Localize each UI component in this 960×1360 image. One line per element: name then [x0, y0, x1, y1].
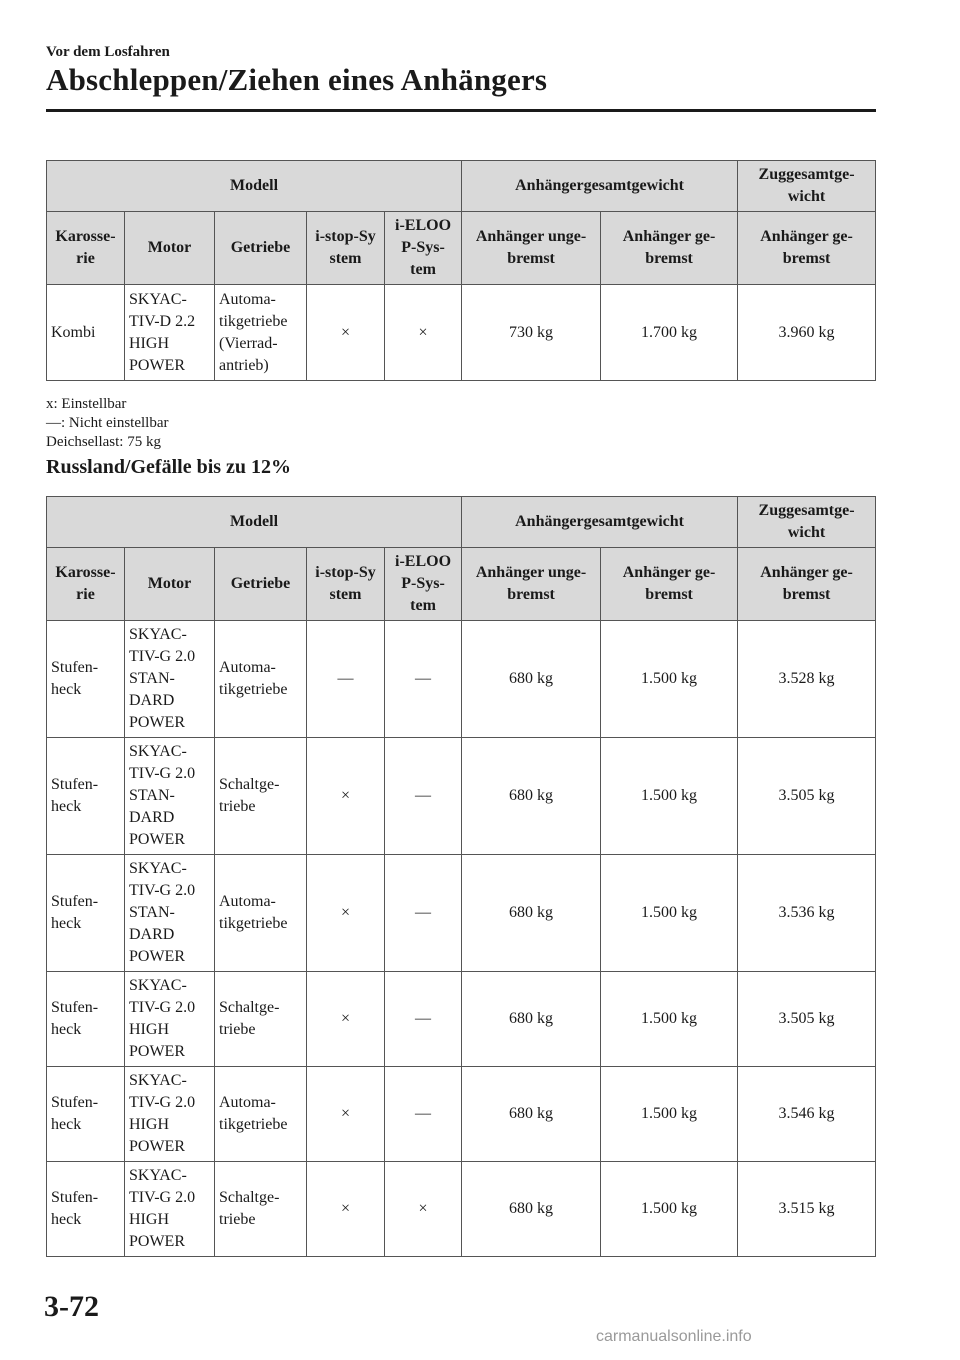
cell-zug: 3.505 kg: [738, 972, 876, 1067]
cell-zug: 3.515 kg: [738, 1162, 876, 1257]
cell-motor: SKYAC- TIV-G 2.0 HIGH POWER: [125, 1067, 215, 1162]
section-label: Vor dem Losfahren: [46, 44, 170, 60]
table-row: [47, 1162, 876, 1257]
note-deichsellast: Deichsellast: 75 kg: [46, 434, 161, 450]
cell-getriebe: Automa- tikgetriebe: [215, 1067, 307, 1162]
header-karosserie: Karosse- rie: [47, 548, 125, 621]
cell-zug: 3.960 kg: [738, 285, 876, 381]
header-karosserie: Karosse- rie: [47, 212, 125, 285]
cell-ungebremst: 680 kg: [462, 855, 601, 972]
sub-heading: Russland/Gefälle bis zu 12%: [46, 456, 292, 478]
cell-motor: SKYAC- TIV-G 2.0 STAN- DARD POWER: [125, 621, 215, 738]
cell-motor: SKYAC- TIV-G 2.0 HIGH POWER: [125, 972, 215, 1067]
header-zuggesamtgewicht: Zuggesamtge- wicht: [738, 161, 876, 212]
table-row: [47, 972, 876, 1067]
cell-getriebe: Automa- tikgetriebe: [215, 621, 307, 738]
header-modell: Modell: [47, 497, 462, 548]
cell-getriebe: Automa- tikgetriebe: [215, 855, 307, 972]
cell-istop: ―: [307, 621, 385, 738]
cell-ieloop: ―: [385, 855, 462, 972]
cell-ieloop: ―: [385, 738, 462, 855]
cell-getriebe: Automa- tikgetriebe (Vierrad- antrieb): [215, 285, 307, 381]
cell-istop: ×: [307, 285, 385, 381]
header-modell: Modell: [47, 161, 462, 212]
cell-ieloop: ×: [385, 1162, 462, 1257]
note-nicht-einstellbar: ―: Nicht einstellbar: [46, 415, 169, 431]
header-zug-gebremst: Anhänger ge- bremst: [738, 212, 876, 285]
header-istop: i-stop-Sy stem: [307, 212, 385, 285]
cell-ieloop: ―: [385, 972, 462, 1067]
cell-istop: ×: [307, 738, 385, 855]
cell-ungebremst: 680 kg: [462, 1162, 601, 1257]
cell-ieloop: ×: [385, 285, 462, 381]
cell-gebremst: 1.500 kg: [601, 972, 738, 1067]
header-ieloop: i-ELOO P-Sys- tem: [385, 548, 462, 621]
towing-table-1: [46, 160, 876, 381]
cell-gebremst: 1.500 kg: [601, 621, 738, 738]
header-istop: i-stop-Sy stem: [307, 548, 385, 621]
cell-ungebremst: 680 kg: [462, 1067, 601, 1162]
table-row: [47, 621, 876, 738]
cell-motor: SKYAC- TIV-G 2.0 STAN- DARD POWER: [125, 738, 215, 855]
cell-istop: ×: [307, 1067, 385, 1162]
cell-gebremst: 1.500 kg: [601, 1067, 738, 1162]
table-row: [47, 1067, 876, 1162]
page-number: 3-72: [44, 1290, 99, 1323]
header-motor: Motor: [125, 548, 215, 621]
table-row: [47, 738, 876, 855]
cell-gebremst: 1.700 kg: [601, 285, 738, 381]
table-row: [47, 855, 876, 972]
cell-karosserie: Stufen- heck: [47, 1162, 125, 1257]
cell-karosserie: Kombi: [47, 285, 125, 381]
cell-motor: SKYAC- TIV-G 2.0 HIGH POWER: [125, 1162, 215, 1257]
cell-istop: ×: [307, 1162, 385, 1257]
table-notes: [46, 395, 168, 452]
header-gebremst: Anhänger ge- bremst: [601, 212, 738, 285]
header-ungebremst: Anhänger unge- bremst: [462, 548, 601, 621]
cell-ungebremst: 680 kg: [462, 738, 601, 855]
cell-zug: 3.546 kg: [738, 1067, 876, 1162]
cell-istop: ×: [307, 855, 385, 972]
note-einstellbar: x: Einstellbar: [46, 396, 127, 412]
cell-gebremst: 1.500 kg: [601, 855, 738, 972]
cell-ungebremst: 730 kg: [462, 285, 601, 381]
cell-karosserie: Stufen- heck: [47, 1067, 125, 1162]
header-anhaengergesamtgewicht: Anhängergesamtgewicht: [462, 161, 738, 212]
cell-ieloop: ―: [385, 621, 462, 738]
cell-getriebe: Schaltge- triebe: [215, 738, 307, 855]
page-title: Abschleppen/Ziehen eines Anhängers: [46, 62, 548, 97]
cell-motor: SKYAC- TIV-D 2.2 HIGH POWER: [125, 285, 215, 381]
header-ungebremst: Anhänger unge- bremst: [462, 212, 601, 285]
cell-getriebe: Schaltge- triebe: [215, 972, 307, 1067]
cell-gebremst: 1.500 kg: [601, 738, 738, 855]
cell-karosserie: Stufen- heck: [47, 738, 125, 855]
header-ieloop: i-ELOO P-Sys- tem: [385, 212, 462, 285]
table-row: [47, 285, 876, 381]
header-getriebe: Getriebe: [215, 548, 307, 621]
cell-ungebremst: 680 kg: [462, 621, 601, 738]
cell-ungebremst: 680 kg: [462, 972, 601, 1067]
cell-ieloop: ―: [385, 1067, 462, 1162]
header-getriebe: Getriebe: [215, 212, 307, 285]
cell-zug: 3.536 kg: [738, 855, 876, 972]
header-zuggesamtgewicht: Zuggesamtge- wicht: [738, 497, 876, 548]
cell-istop: ×: [307, 972, 385, 1067]
cell-motor: SKYAC- TIV-G 2.0 STAN- DARD POWER: [125, 855, 215, 972]
towing-table-2: [46, 496, 876, 1257]
header-gebremst: Anhänger ge- bremst: [601, 548, 738, 621]
cell-zug: 3.528 kg: [738, 621, 876, 738]
cell-getriebe: Schaltge- triebe: [215, 1162, 307, 1257]
cell-karosserie: Stufen- heck: [47, 621, 125, 738]
title-divider: [46, 109, 876, 112]
cell-karosserie: Stufen- heck: [47, 972, 125, 1067]
header-anhaengergesamtgewicht: Anhängergesamtgewicht: [462, 497, 738, 548]
cell-gebremst: 1.500 kg: [601, 1162, 738, 1257]
header-motor: Motor: [125, 212, 215, 285]
watermark: carmanualsonline.info: [596, 1328, 752, 1345]
cell-karosserie: Stufen- heck: [47, 855, 125, 972]
header-zug-gebremst: Anhänger ge- bremst: [738, 548, 876, 621]
cell-zug: 3.505 kg: [738, 738, 876, 855]
